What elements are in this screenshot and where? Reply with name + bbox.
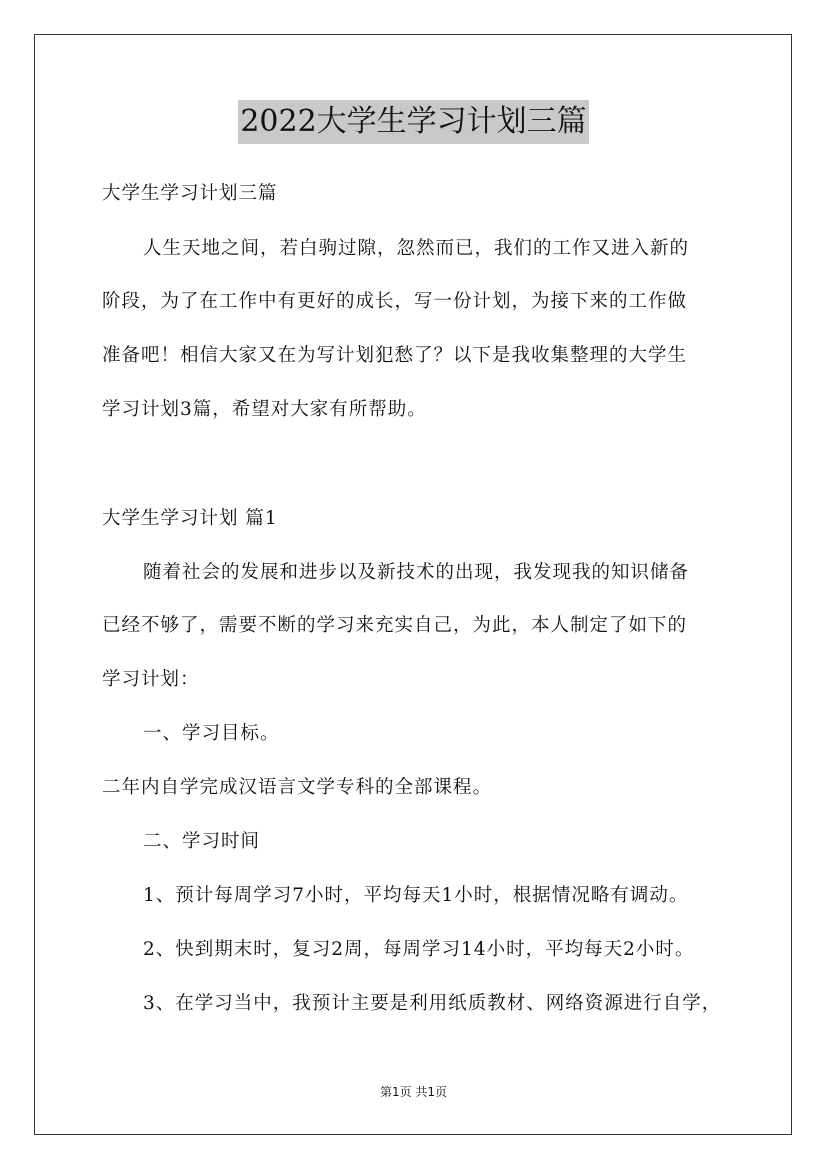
body-line: 随着社会的发展和进步以及新技术的出现，我发现我的知识储备 bbox=[143, 562, 690, 583]
goal-heading: 一、学习目标。 bbox=[143, 723, 280, 744]
intro-line: 人生天地之间，若白驹过隙，忽然而已，我们的工作又进入新的 bbox=[143, 238, 690, 259]
intro-line: 学习计划3篇，希望对大家有所帮助。 bbox=[102, 399, 427, 420]
document-title: 2022大学生学习计划三篇 bbox=[238, 100, 588, 144]
intro-line: 准备吧！相信大家又在为写计划犯愁了？以下是我收集整理的大学生 bbox=[102, 345, 688, 366]
goal-text: 二年内自学完成汉语言文学专科的全部课程。 bbox=[102, 777, 493, 798]
time-item: 1、预计每周学习7小时，平均每天1小时，根据情况略有调动。 bbox=[143, 885, 689, 906]
title-container bbox=[0, 100, 827, 144]
section-heading: 大学生学习计划 篇1 bbox=[102, 508, 278, 529]
document-subtitle: 大学生学习计划三篇 bbox=[102, 183, 278, 204]
time-item: 3、在学习当中，我预计主要是利用纸质教材、网络资源进行自学， bbox=[143, 993, 722, 1014]
body-line: 已经不够了，需要不断的学习来充实自己，为此，本人制定了如下的 bbox=[102, 615, 688, 636]
time-heading: 二、学习时间 bbox=[143, 831, 261, 852]
intro-line: 阶段，为了在工作中有更好的成长，写一份计划，为接下来的工作做 bbox=[102, 291, 688, 312]
page-footer: 第1页 共1页 bbox=[379, 1085, 448, 1099]
time-item: 2、快到期末时，复习2周，每周学习14小时，平均每天2小时。 bbox=[143, 939, 695, 960]
body-line: 学习计划： bbox=[102, 669, 200, 690]
